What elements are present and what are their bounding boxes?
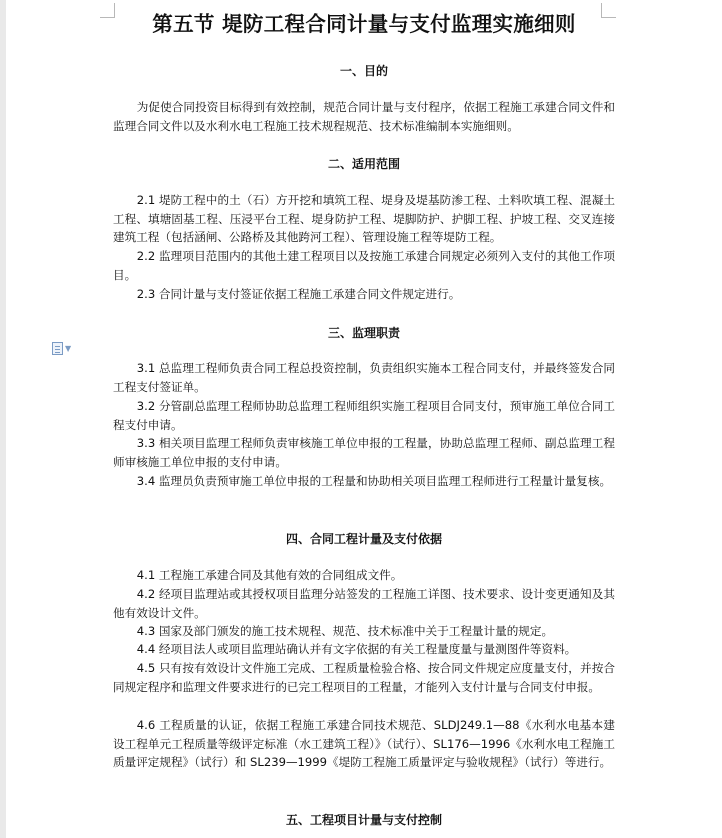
page-options-menu[interactable] bbox=[52, 342, 71, 355]
paragraph-4-6: 4.6 工程质量的认证，依据工程施工承建合同技术规范、SLDJ249.1—88《水利水电基本建设工程单元工程质量等级评定标准（水工建筑工程）》（试行）、SL176—1996《水利水电工程施工质量评定规程》（试行）和 SL239—1999《堤防工程施工质量评定与验收规程》（试行）等进行。 bbox=[113, 718, 615, 770]
chevron-down-icon: ▼ bbox=[65, 343, 72, 353]
section-heading-control: 五、工程项目计量与支付控制 bbox=[285, 813, 442, 827]
paragraph-2-1: 2.1 堤防工程中的土（石）方开挖和填筑工程、堤身及堤基防渗工程、土料吹填工程、混凝土工程、填塘固基工程、压浸平台工程、堤身防护工程、堤脚防护、护脚工程、护坡工程、交叉连接建筑工程（包括涵闸、公路桥及其他跨河工程）、管理设施工程等堤防工程。 bbox=[113, 193, 615, 245]
paragraph-4-2: 4.2 经项目监理站或其授权项目监理分站签发的工程施工详图、技术要求、设计变更通知及其他有效设计文件。 bbox=[113, 587, 615, 620]
section-heading-basis: 四、合同工程计量及支付依据 bbox=[285, 532, 442, 546]
paragraph-purpose: 为促使合同投资目标得到有效控制，规范合同计量与支付程序，依据工程施工承建合同文件和监理合同文件以及水利水电工程施工技术规程规范、技术标准编制本实施细则。 bbox=[113, 100, 615, 133]
paragraph-4-3: 4.3 国家及部门颁发的施工技术规程、规范、技术标准中关于工程量计量的规定。 bbox=[136, 624, 554, 638]
paragraph-4-1: 4.1 工程施工承建合同及其他有效的合同组成文件。 bbox=[136, 568, 403, 582]
paragraph-3-3: 3.3 相关项目监理工程师负责审核施工单位申报的工程量，协助总监理工程师、副总监理工程师审核施工单位申报的支付申请。 bbox=[113, 436, 615, 469]
document-icon bbox=[52, 342, 63, 355]
paragraph-3-2: 3.2 分管副总监理工程师协助总监理工程师组织实施工程项目合同支付，预审施工单位合同工程支付申请。 bbox=[113, 399, 615, 432]
paragraph-3-1: 3.1 总监理工程师负责合同工程总投资控制，负责组织实施本工程合同支付，并最终签发合同工程支付签证单。 bbox=[113, 361, 615, 394]
document-title: 第五节 堤防工程合同计量与支付监理实施细则 bbox=[152, 12, 576, 36]
section-heading-duties: 三、监理职责 bbox=[327, 326, 400, 340]
section-heading-scope: 二、适用范围 bbox=[327, 157, 400, 171]
paragraph-4-5: 4.5 只有按有效设计文件施工完成、工程质量检验合格、按合同文件规定应度量支付，并按合同规定程序和监理文件要求进行的已完工程项目的工程量，才能列入支付计量与合同支付申报。 bbox=[113, 661, 615, 694]
paragraph-4-4: 4.4 经项目法人或项目监理站确认并有文字依据的有关工程量度量与量测图件等资料。 bbox=[136, 642, 577, 656]
paragraph-2-3: 2.3 合同计量与支付签证依据工程施工承建合同文件规定进行。 bbox=[136, 287, 461, 301]
paragraph-2-2: 2.2 监理项目范围内的其他土建工程项目以及按施工承建合同规定必须列入支付的其他工作项目。 bbox=[113, 249, 615, 282]
section-heading-purpose: 一、目的 bbox=[339, 64, 388, 78]
viewer-left-edge bbox=[0, 0, 6, 838]
paragraph-3-4: 3.4 监理员负责预审施工单位申报的工程量和协助相关项目监理工程师进行工程量计量复核。 bbox=[136, 474, 612, 488]
